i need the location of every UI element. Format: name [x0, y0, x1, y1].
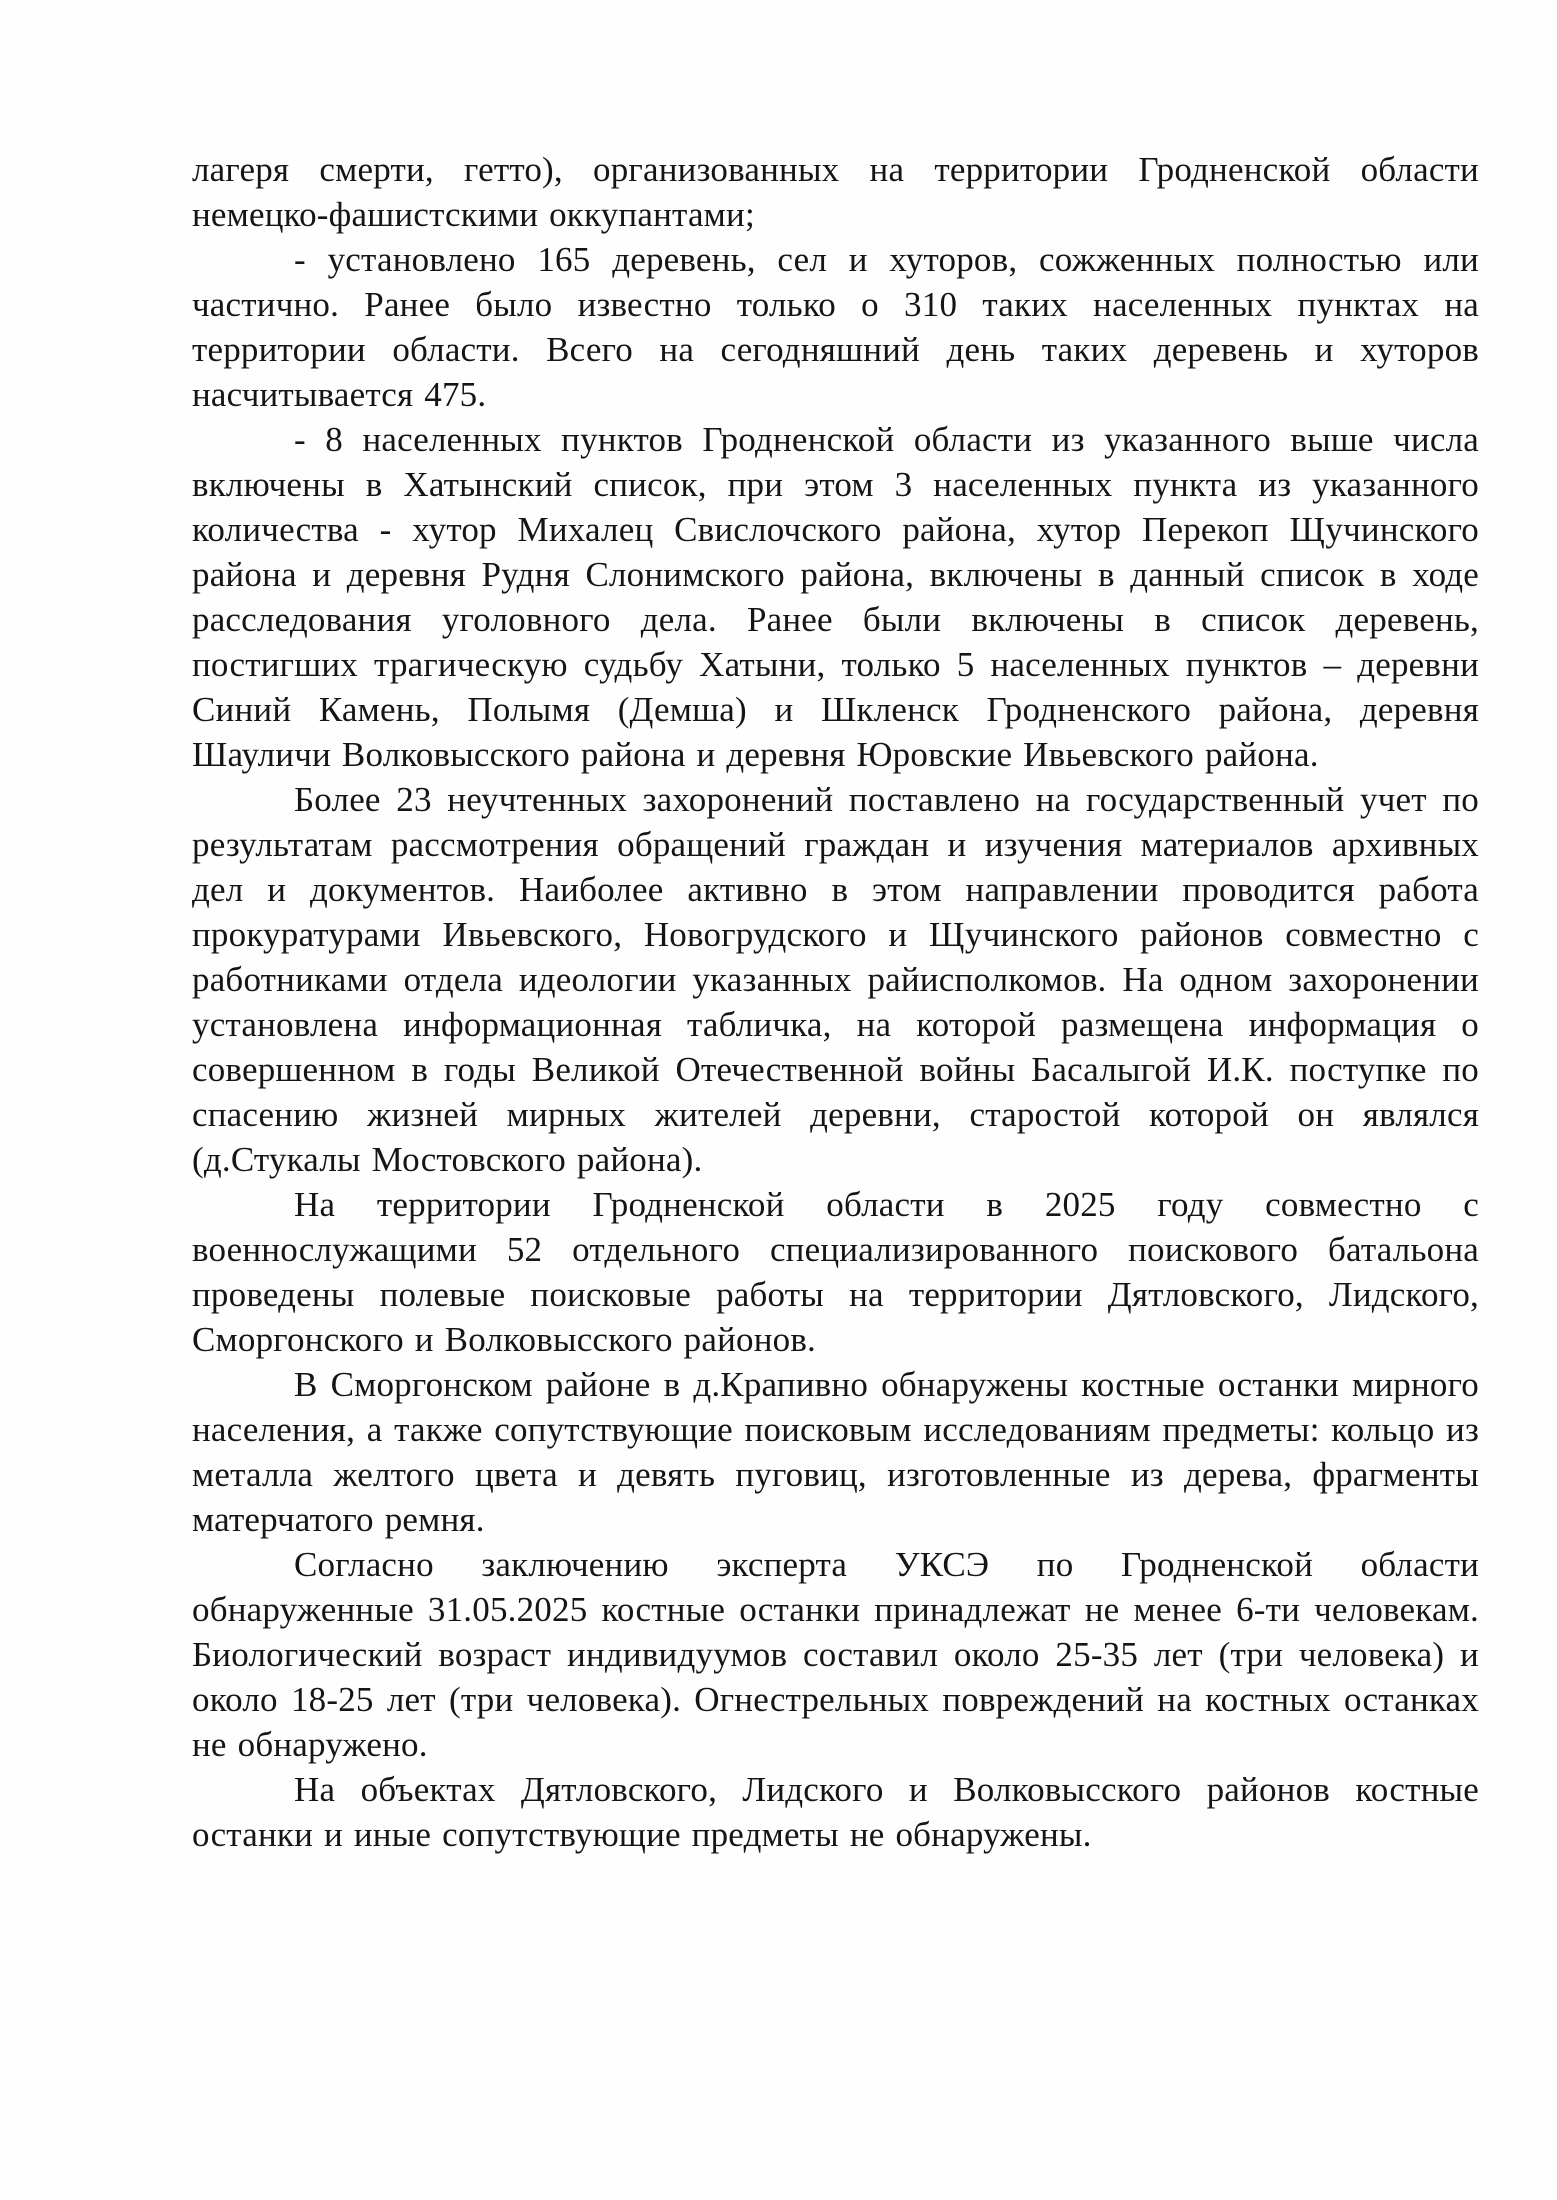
document-body [192, 147, 1479, 1857]
paragraph-expert-conclusion: Согласно заключению эксперта УКСЭ по Гродненской области обнаруженные 31.05.2025 костные останки принадлежат не менее 6-ти человекам. Биологический возраст индивидуумов составил около 25-35 лет (три человека) и около 18-25 лет (три человека). Огнестрельных повреждений на костных останках не обнаружено. [192, 1545, 1479, 1764]
paragraph-khatyn-list: - 8 населенных пунктов Гродненской области из указанного выше числа включены в Хатынский список, при этом 3 населенных пункта из указанного количества - хутор Михалец Свислочского района, хутор Перекоп Щучинского района и деревня Рудня Слонимского района, включены в данный список в ходе расследования уголовного дела. Ранее были включены в список деревень, постигших трагическую судьбу Хатыни, только 5 населенных пунктов – деревни Синий Камень, Полымя (Демша) и Шкленск Гродненского района, деревня Шауличи Волковысского района и деревня Юровские Ивьевского района. [192, 420, 1479, 774]
paragraph-unregistered-burials: Более 23 неучтенных захоронений поставлено на государственный учет по результатам рассмотрения обращений граждан и изучения материалов архивных дел и документов. Наиболее активно в этом направлении проводится работа прокуратурами Ивьевского, Новогрудского и Щучинского районов совместно с работниками отдела идеологии указанных райисполкомов. На одном захоронении установлена информационная табличка, на которой размещена информация о совершенном в годы Великой Отечественной войны Басалыгой И.К. поступке по спасению жизней мирных жителей деревни, старостой которой он являлся (д.Стукалы Мостовского района). [192, 780, 1479, 1179]
paragraph-other-districts: На объектах Дятловского, Лидского и Волковысского районов костные останки и иные сопутствующие предметы не обнаружены. [192, 1770, 1479, 1854]
paragraph-camps-continuation: лагеря смерти, гетто), организованных на территории Гродненской области немецко-фашистскими оккупантами; [192, 150, 1479, 234]
paragraph-burned-villages-count: - установлено 165 деревень, сел и хуторов, сожженных полностью или частично. Ранее было известно только о 310 таких населенных пунктах на территории области. Всего на сегодняшний день таких деревень и хуторов насчитывается 475. [192, 240, 1479, 414]
paragraph-search-battalion-2025: На территории Гродненской области в 2025 году совместно с военнослужащими 52 отдельного специализированного поискового батальона проведены полевые поисковые работы на территории Дятловского, Лидского, Сморгонского и Волковысского районов. [192, 1185, 1479, 1359]
paragraph-smorgon-findings: В Сморгонском районе в д.Крапивно обнаружены костные останки мирного населения, а также сопутствующие поисковым исследованиям предметы: кольцо из металла желтого цвета и девять пуговиц, изготовленные из дерева, фрагменты матерчатого ремня. [192, 1365, 1479, 1539]
